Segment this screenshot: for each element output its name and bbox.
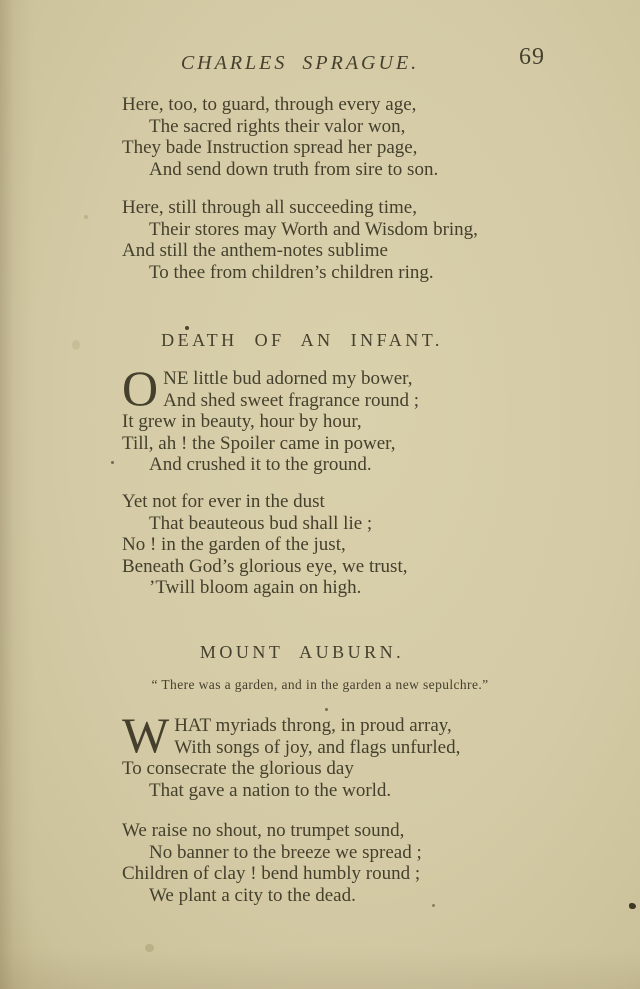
- poem-line: Here, still through all succeeding time,: [122, 197, 417, 218]
- poem-line: Yet not for ever in the dust: [122, 491, 325, 512]
- paper-speck: [84, 215, 88, 219]
- poem-line: That gave a nation to the world.: [149, 779, 392, 801]
- poem-title: MOUNT AUBURN.: [199, 642, 405, 662]
- paper-speck: [325, 708, 328, 711]
- paper-speck: [629, 903, 636, 909]
- running-title: CHARLES SPRAGUE.: [180, 52, 420, 74]
- poem-line: Till, ah ! the Spoiler came in power,: [122, 432, 396, 454]
- poem-line: No ! in the garden of the just,: [122, 534, 346, 555]
- poem-line: And still the anthem-notes sublime: [122, 240, 388, 261]
- poem-line: ’Twill bloom again on high.: [149, 577, 362, 598]
- poem-line: That beauteous bud shall lie ;: [149, 512, 373, 534]
- poem-line: They bade Instruction spread her page,: [122, 137, 418, 158]
- poem-line: To thee from children’s children ring.: [149, 261, 434, 283]
- stanza: [122, 707, 562, 801]
- poem-line: And crushed it to the ground.: [149, 454, 372, 475]
- poem-line: Their stores may Worth and Wisdom bring,: [149, 218, 478, 240]
- poem-line: Beneath God’s glorious eye, we trust,: [122, 555, 408, 577]
- drop-cap: O: [122, 360, 159, 416]
- poem-line: And send down truth from sire to son.: [149, 158, 439, 180]
- stanza: [122, 820, 562, 906]
- poem-line: It grew in beauty, hour by hour,: [122, 411, 362, 432]
- stanza: [122, 197, 562, 283]
- poem-line: No banner to the breeze we spread ;: [149, 841, 422, 863]
- paper-speck: [145, 944, 154, 952]
- page-number: 69: [519, 44, 545, 70]
- stanza: [122, 94, 562, 180]
- stanza: [122, 360, 562, 476]
- poem-line: To consecrate the glorious day: [122, 758, 354, 779]
- drop-cap: W: [122, 707, 170, 763]
- poem-line: Children of clay ! bend humbly round ;: [122, 863, 421, 884]
- poem-title: DEATH OF AN INFANT.: [161, 330, 443, 350]
- stanza: [122, 491, 562, 599]
- poem-line: We plant a city to the dead.: [149, 884, 356, 906]
- poem-epigraph: “ There was a garden, and in the garden a new sepulchre.”: [151, 677, 489, 692]
- poem-line: NE little bud adorned my bower,: [163, 368, 413, 389]
- poem-line: Here, too, to guard, through every age,: [122, 94, 417, 115]
- poem-line: The sacred rights their valor won,: [149, 115, 406, 137]
- poem-line: And shed sweet fragrance round ;: [163, 389, 419, 411]
- poem-line: HAT myriads throng, in proud array,: [174, 715, 452, 736]
- poem-line: With songs of joy, and flags unfurled,: [174, 736, 461, 758]
- poem-line: We raise no shout, no trumpet sound,: [122, 820, 405, 841]
- paper-speck: [111, 461, 114, 464]
